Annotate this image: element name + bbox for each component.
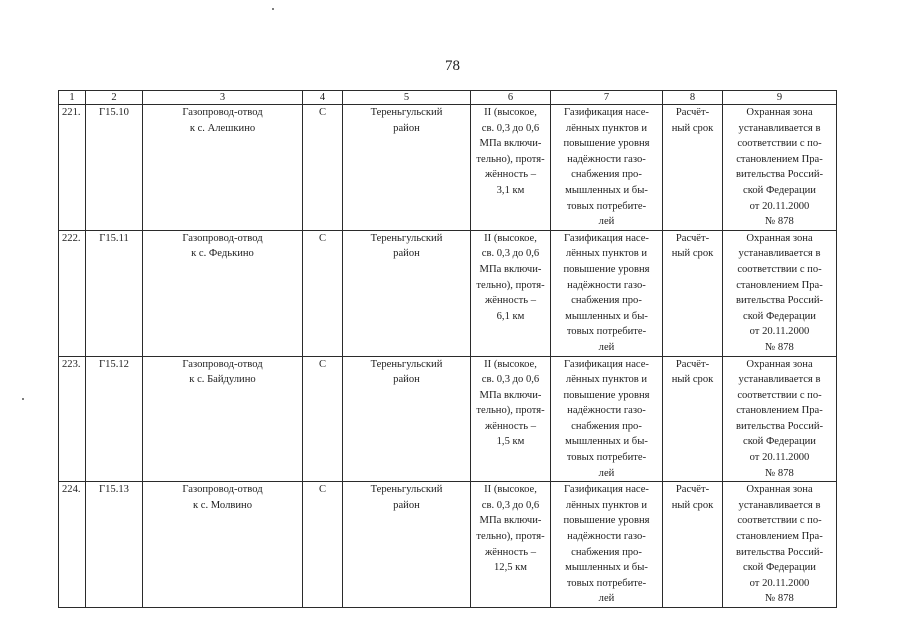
object-characteristics: II (высокое, св. 0,3 до 0,6 МПа включи- тельно), протя- жённость – 1,5 км [471,356,551,482]
object-district: Тереньгульский район [343,356,471,482]
object-name: Газопровод-отвод к с. Молвино [143,482,303,608]
page-number: 78 [445,58,460,74]
gas-pipeline-table [58,90,837,608]
column-header: 4 [303,91,343,105]
object-name: Газопровод-отвод к с. Байдулино [143,356,303,482]
column-header: 7 [551,91,663,105]
column-header: 6 [471,91,551,105]
column-header: 5 [343,91,471,105]
table-row [59,105,837,231]
object-name: Газопровод-отвод к с. Федькино [143,230,303,356]
column-header: 1 [59,91,86,105]
object-purpose: Газификация насе- лённых пунктов и повышение уровня надёжности газо- снабжения про- мышленных и бы- товых потребите- лей [551,356,663,482]
object-status: С [303,482,343,608]
scan-speck [272,8,274,10]
scan-speck [22,398,24,400]
object-district: Тереньгульский район [343,105,471,231]
object-code: Г15.11 [86,230,143,356]
object-purpose: Газификация насе- лённых пунктов и повышение уровня надёжности газо- снабжения про- мышленных и бы- товых потребите- лей [551,105,663,231]
object-district: Тереньгульский район [343,482,471,608]
object-status: С [303,105,343,231]
protection-zone: Охранная зона устанавливается в соответствии с по- становлением Пра- вительства Россий- ской Федерации от 20.11.2000 № 878 [723,356,837,482]
column-number-row [59,91,837,105]
object-term: Расчёт- ный срок [663,105,723,231]
object-status: С [303,356,343,482]
table-row [59,230,837,356]
table-row [59,482,837,608]
object-term: Расчёт- ный срок [663,356,723,482]
table-row [59,356,837,482]
object-code: Г15.10 [86,105,143,231]
object-characteristics: II (высокое, св. 0,3 до 0,6 МПа включи- тельно), протя- жённость – 6,1 км [471,230,551,356]
protection-zone: Охранная зона устанавливается в соответствии с по- становлением Пра- вительства Россий- ской Федерации от 20.11.2000 № 878 [723,105,837,231]
object-term: Расчёт- ный срок [663,482,723,608]
object-code: Г15.13 [86,482,143,608]
row-number: 223. [59,356,86,482]
column-header: 3 [143,91,303,105]
object-purpose: Газификация насе- лённых пунктов и повышение уровня надёжности газо- снабжения про- мышленных и бы- товых потребите- лей [551,230,663,356]
protection-zone: Охранная зона устанавливается в соответствии с по- становлением Пра- вительства Россий- ской Федерации от 20.11.2000 № 878 [723,482,837,608]
row-number: 221. [59,105,86,231]
column-header: 2 [86,91,143,105]
row-number: 222. [59,230,86,356]
row-number: 224. [59,482,86,608]
object-status: С [303,230,343,356]
object-characteristics: II (высокое, св. 0,3 до 0,6 МПа включи- тельно), протя- жённость – 12,5 км [471,482,551,608]
object-name: Газопровод-отвод к с. Алешкино [143,105,303,231]
object-characteristics: II (высокое, св. 0,3 до 0,6 МПа включи- тельно), протя- жённость – 3,1 км [471,105,551,231]
column-header: 9 [723,91,837,105]
object-purpose: Газификация насе- лённых пунктов и повышение уровня надёжности газо- снабжения про- мышленных и бы- товых потребите- лей [551,482,663,608]
object-term: Расчёт- ный срок [663,230,723,356]
object-district: Тереньгульский район [343,230,471,356]
protection-zone: Охранная зона устанавливается в соответствии с по- становлением Пра- вительства Россий- ской Федерации от 20.11.2000 № 878 [723,230,837,356]
column-header: 8 [663,91,723,105]
object-code: Г15.12 [86,356,143,482]
